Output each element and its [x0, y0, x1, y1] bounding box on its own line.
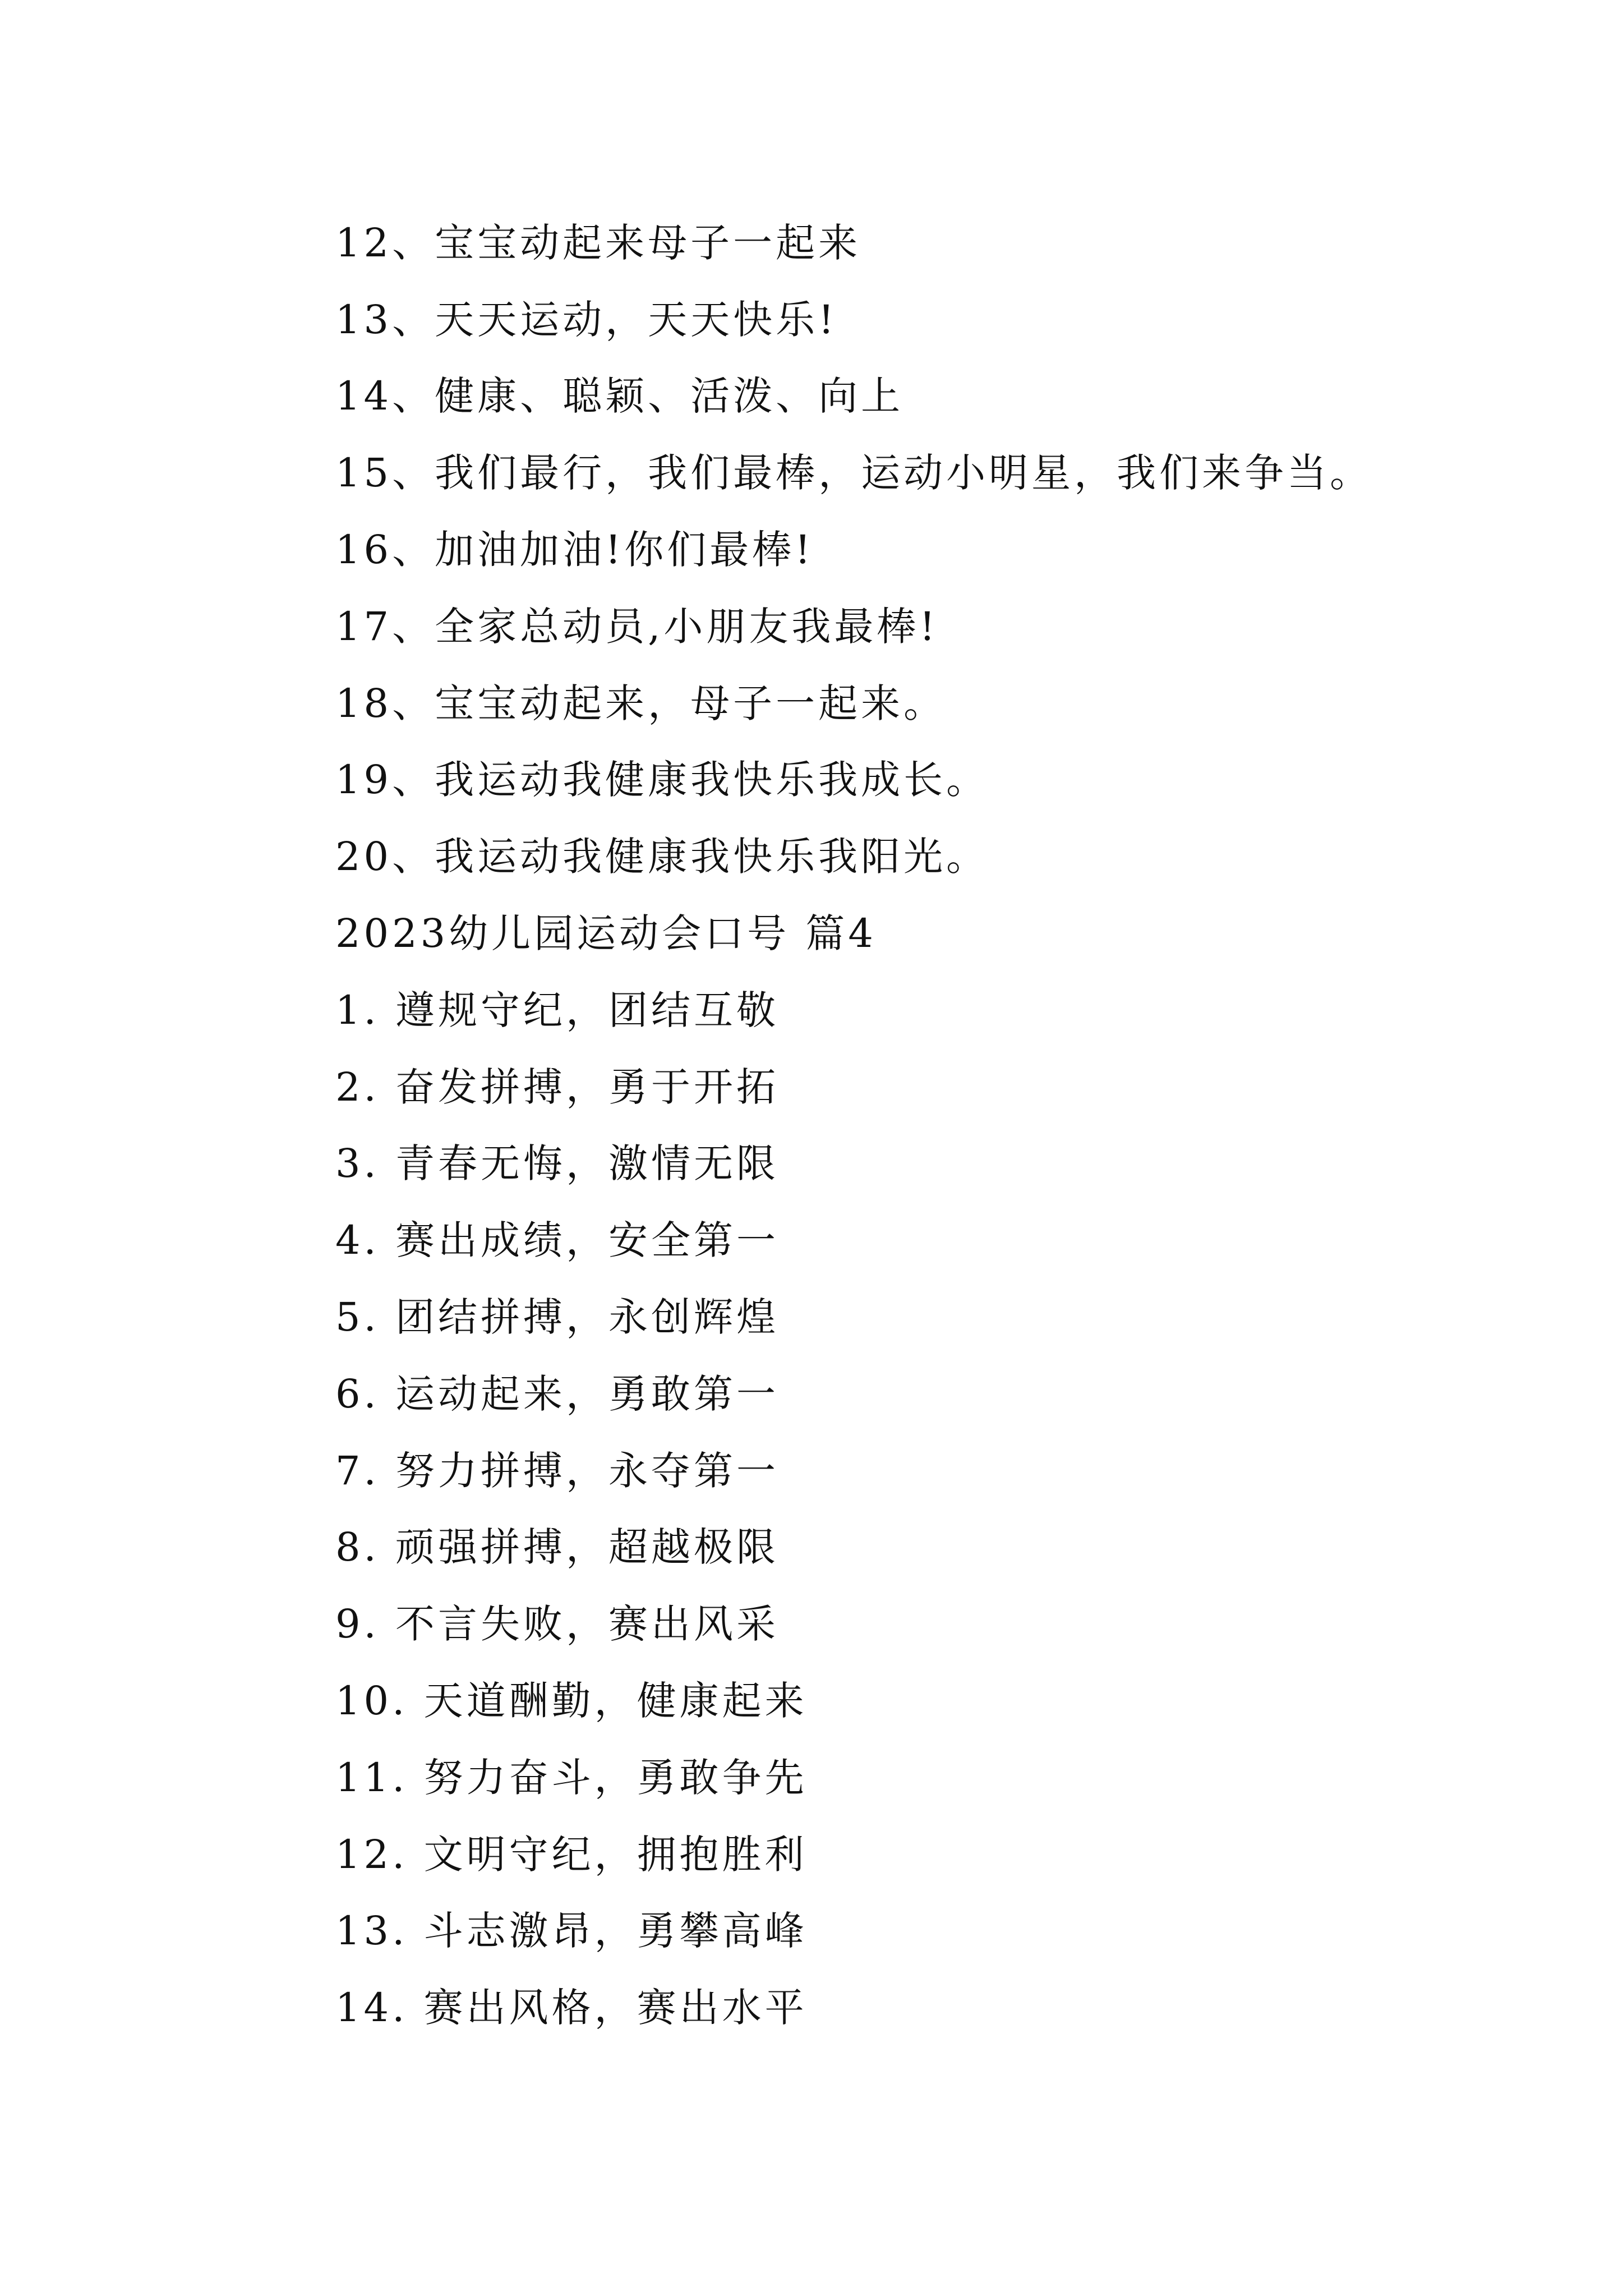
slogan-line: 14、健康、聪颖、活泼、向上: [335, 373, 904, 419]
slogan-line: 5. 团结拼搏，永创辉煌: [335, 1294, 780, 1340]
slogan-line: 12、宝宝动起来母子一起来: [335, 220, 861, 266]
slogan-line: 3. 青春无悔，激情无限: [335, 1140, 780, 1186]
slogan-line: 8. 顽强拼搏，超越极限: [335, 1524, 780, 1570]
section-heading: 2023幼儿园运动会口号 篇4: [335, 910, 877, 956]
slogan-line: 2. 奋发拼搏，勇于开拓: [335, 1064, 780, 1110]
slogan-line: 13、天天运动，天天快乐!: [335, 297, 838, 343]
slogan-line: 14. 赛出风格，赛出水平: [335, 1985, 808, 2031]
slogan-line: 18、宝宝动起来，母子一起来。: [335, 680, 947, 726]
slogan-line: 6. 运动起来，勇敢第一: [335, 1371, 780, 1417]
slogan-line: 16、加油加油!你们最棒!: [335, 527, 814, 573]
slogan-line: 12. 文明守纪，拥抱胜利: [335, 1832, 808, 1878]
slogan-line: 19、我运动我健康我快乐我成长。: [335, 757, 989, 803]
slogan-line: 11. 努力奋斗，勇敢争先: [335, 1755, 808, 1801]
slogan-line: 17、全家总动员,小朋友我最棒!: [335, 604, 939, 650]
slogan-line: 13. 斗志激昂，勇攀高峰: [335, 1908, 808, 1954]
slogan-line: 9. 不言失败，赛出风采: [335, 1601, 780, 1647]
slogan-line: 20、我运动我健康我快乐我阳光。: [335, 834, 989, 880]
slogan-line: 7. 努力拼搏，永夺第一: [335, 1448, 780, 1494]
slogan-line: 15、我们最行，我们最棒，运动小明星，我们来争当。: [335, 450, 1373, 496]
slogan-line: 4. 赛出成绩，安全第一: [335, 1217, 780, 1263]
slogan-line: 1. 遵规守纪，团结互敬: [335, 987, 780, 1033]
slogan-line: 10. 天道酬勤，健康起来: [335, 1678, 808, 1724]
